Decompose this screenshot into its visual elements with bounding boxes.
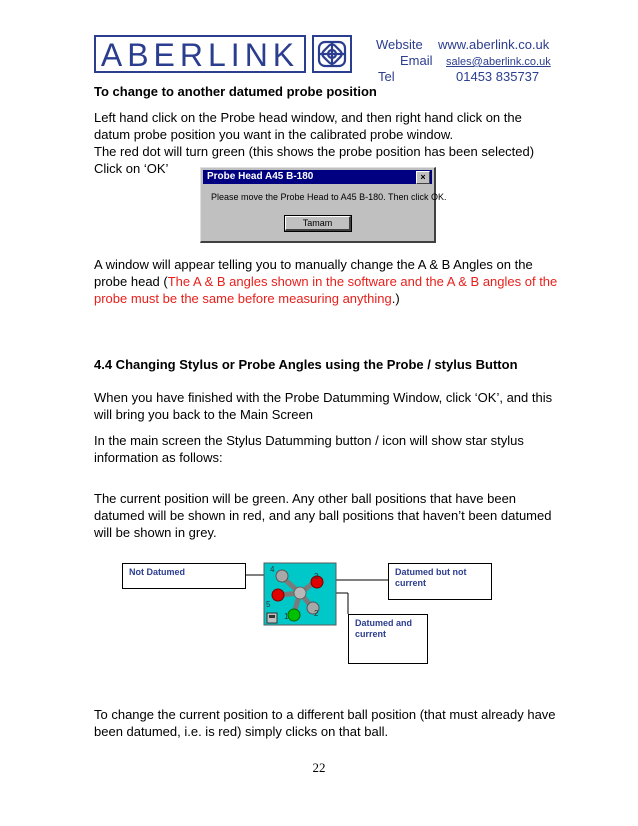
close-icon[interactable]: × <box>416 171 430 184</box>
tel-label: Tel <box>378 69 395 84</box>
dialog-title: Probe Head A45 B-180 <box>207 171 314 182</box>
callout-text: current <box>355 629 387 639</box>
probe-head-dialog <box>200 167 447 243</box>
website-label: Website <box>376 37 423 52</box>
paragraph-line: datumed will be shown in red, and any ball positions that haven’t been datumed <box>94 508 552 523</box>
page-number: 22 <box>312 760 326 775</box>
ball-label: 3 <box>314 572 319 581</box>
paragraph-line: A window will appear telling you to manually change the A & B Angles on the <box>94 257 533 272</box>
warning-text: probe must be the same before measuring anything <box>94 291 392 306</box>
aberlink-logo <box>94 35 306 73</box>
paragraph-line <box>94 290 400 307</box>
paragraph-line <box>94 273 557 290</box>
section-heading-4-4: 4.4 Changing Stylus or Probe Angles using the Probe / stylus Button <box>94 357 518 372</box>
stylus-diagram <box>200 555 400 635</box>
callout-text: Not Datumed <box>129 567 185 577</box>
email-link[interactable]: sales@aberlink.co.uk <box>446 56 551 68</box>
paragraph-line: Left hand click on the Probe head window, and then right hand click on the <box>94 110 522 125</box>
paragraph-line: The red dot will turn green (this shows the probe position has been selected) <box>94 144 535 159</box>
stylus-center <box>294 587 306 599</box>
ball-label: 1 <box>284 612 289 621</box>
text-black: probe head ( <box>94 274 168 289</box>
logo-text: ABERLINK <box>100 37 300 73</box>
paragraph-line: In the main screen the Stylus Datumming button / icon will show star stylus <box>94 433 524 448</box>
celtic-knot-icon <box>312 35 352 73</box>
paragraph-line: To change the current position to a different ball position (that must already have <box>94 707 556 722</box>
ball-red <box>272 589 284 601</box>
paragraph-line: The current position will be green. Any other ball positions that have been <box>94 491 517 506</box>
heading-change-datumed: To change to another datumed probe position <box>94 84 377 99</box>
paragraph-line: been datumed, i.e. is red) simply clicks on that ball. <box>94 724 389 739</box>
callout-text: Datumed and <box>355 618 413 628</box>
paragraph-line: will be shown in grey. <box>94 525 217 540</box>
tel-value: 01453 835737 <box>456 69 540 84</box>
ball-label: 2 <box>314 609 319 618</box>
ball-grey <box>276 570 288 582</box>
paragraph-line: Click on ‘OK’ <box>94 161 169 176</box>
dialog-title-bar <box>203 170 432 184</box>
callout-text: current <box>395 578 427 588</box>
text-black: .) <box>391 291 400 306</box>
ball-green <box>288 609 300 621</box>
paragraph-line: datum probe position you want in the calibrated probe window. <box>94 127 454 142</box>
email-label: Email <box>400 53 433 68</box>
website-link[interactable]: www.aberlink.co.uk <box>438 37 550 52</box>
warning-text: The A & B angles shown in the software and the A & B angles of the <box>167 274 558 289</box>
tamam-button[interactable]: Tamam <box>285 216 351 231</box>
paragraph-line: will bring you back to the Main Screen <box>94 407 313 422</box>
dialog-message: Please move the Probe Head to A45 B-180. Then click OK. <box>211 192 447 202</box>
ball-label: 5 <box>266 600 271 609</box>
paragraph-line: When you have finished with the Probe Datumming Window, click ‘OK’, and this <box>94 390 553 405</box>
ball-label: 4 <box>270 565 275 574</box>
callout-text: Datumed but not <box>395 567 467 577</box>
callout-datumed-not-current <box>388 563 492 600</box>
paragraph-line: information as follows: <box>94 450 223 465</box>
